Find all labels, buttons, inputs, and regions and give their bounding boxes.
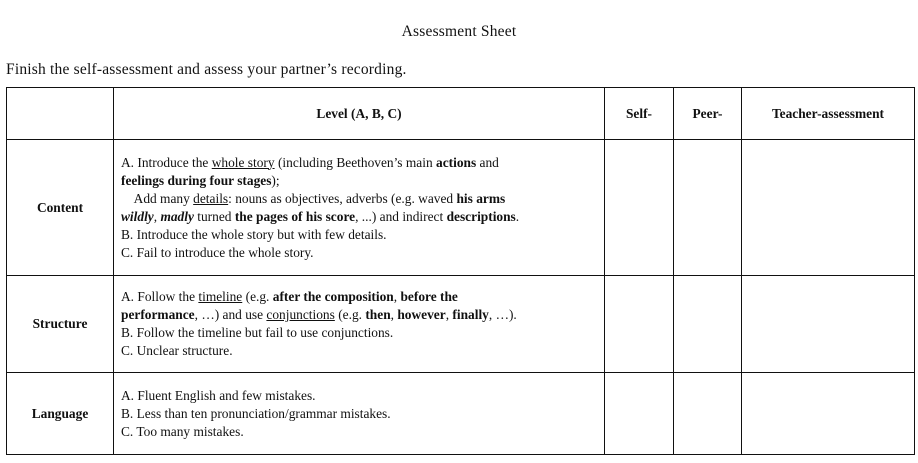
teacher-assessment-cell-content[interactable] — [742, 140, 915, 276]
bold-italic-term: wildly — [121, 208, 154, 224]
content-level-a-line2 — [121, 172, 598, 190]
row-label-structure: Structure — [7, 276, 114, 373]
table-row-structure — [7, 276, 915, 373]
language-level-a: A. Fluent English and few mistakes. — [121, 387, 316, 403]
bold-italic-term: madly — [160, 208, 194, 224]
header-self: Self- — [605, 88, 674, 140]
language-levels — [114, 373, 605, 455]
peer-assessment-cell-language[interactable] — [674, 373, 742, 455]
language-level-b: B. Less than ten pronunciation/grammar mistakes. — [121, 405, 391, 421]
bold-term: four stages — [206, 172, 272, 188]
bold-term: before the — [400, 289, 458, 304]
content-level-a-line1 — [121, 154, 598, 172]
assessment-table — [6, 87, 915, 455]
text-span: , — [393, 289, 401, 304]
text-span: , — [390, 307, 398, 322]
header-level: Level (A, B, C) — [114, 88, 605, 140]
table-header-row — [7, 88, 915, 140]
header-teacher: Teacher-assessment — [742, 88, 915, 140]
text-span: (including Beethoven’s main — [274, 154, 436, 170]
text-span: , — [153, 208, 161, 224]
text-span: (e.g. — [334, 307, 366, 322]
content-level-c: C. Fail to introduce the whole story. — [121, 244, 314, 260]
underlined-term: details — [193, 190, 229, 206]
text-span: . — [515, 208, 520, 224]
bold-term: actions — [436, 154, 477, 170]
header-peer: Peer- — [674, 88, 742, 140]
page-title: Assessment Sheet — [401, 23, 517, 40]
bold-term: performance — [121, 307, 195, 322]
text-span: : nouns as objectives, adverbs (e.g. waved — [228, 190, 457, 206]
content-level-b: B. Introduce the whole story but with few details. — [121, 226, 387, 242]
row-label-content: Content — [7, 140, 114, 276]
content-levels — [114, 140, 605, 276]
language-level-c: C. Too many mistakes. — [121, 423, 244, 439]
teacher-assessment-cell-language[interactable] — [742, 373, 915, 455]
peer-assessment-cell-content[interactable] — [674, 140, 742, 276]
underlined-term: whole story — [211, 154, 275, 170]
self-assessment-cell-language[interactable] — [605, 373, 674, 455]
text-span: (e.g. — [242, 289, 273, 304]
structure-level-b: B. Follow the timeline but fail to use conjunctions. — [121, 325, 394, 340]
structure-level-c: C. Unclear structure. — [121, 343, 233, 358]
underlined-term: conjunctions — [266, 307, 335, 322]
instructions: Finish the self-assessment and assess your partner’s recording. — [6, 61, 407, 78]
bold-term: however — [397, 307, 446, 322]
peer-assessment-cell-structure[interactable] — [674, 276, 742, 373]
text-span: , …) and use — [194, 307, 267, 322]
bold-term: then — [365, 307, 391, 322]
bold-term: descriptions — [446, 208, 516, 224]
header-blank — [7, 88, 114, 140]
text-span: ); — [271, 172, 280, 188]
bold-term: feelings during — [121, 172, 207, 188]
text-span: Add many — [121, 190, 194, 206]
bold-term: finally — [452, 307, 489, 322]
structure-level-a-line1 — [121, 288, 598, 306]
teacher-assessment-cell-structure[interactable] — [742, 276, 915, 373]
content-level-a-line3 — [121, 190, 598, 208]
row-label-language: Language — [7, 373, 114, 455]
self-assessment-cell-structure[interactable] — [605, 276, 674, 373]
text-span: and — [476, 154, 499, 170]
bold-term: the pages of his score — [234, 208, 356, 224]
bold-term: after the composition — [272, 289, 394, 304]
content-level-a-line4 — [121, 208, 598, 226]
text-span: A. Introduce the — [121, 154, 212, 170]
text-span: , — [445, 307, 453, 322]
text-span: turned — [193, 208, 235, 224]
text-span: A. Follow the — [121, 289, 199, 304]
text-span: , ...) and indirect — [355, 208, 447, 224]
underlined-term: timeline — [198, 289, 243, 304]
self-assessment-cell-content[interactable] — [605, 140, 674, 276]
structure-level-a-line2 — [121, 306, 598, 324]
structure-levels — [114, 276, 605, 373]
text-span: , …). — [488, 307, 517, 322]
table-row-content — [7, 140, 915, 276]
table-row-language — [7, 373, 915, 455]
bold-term: his arms — [456, 190, 506, 206]
